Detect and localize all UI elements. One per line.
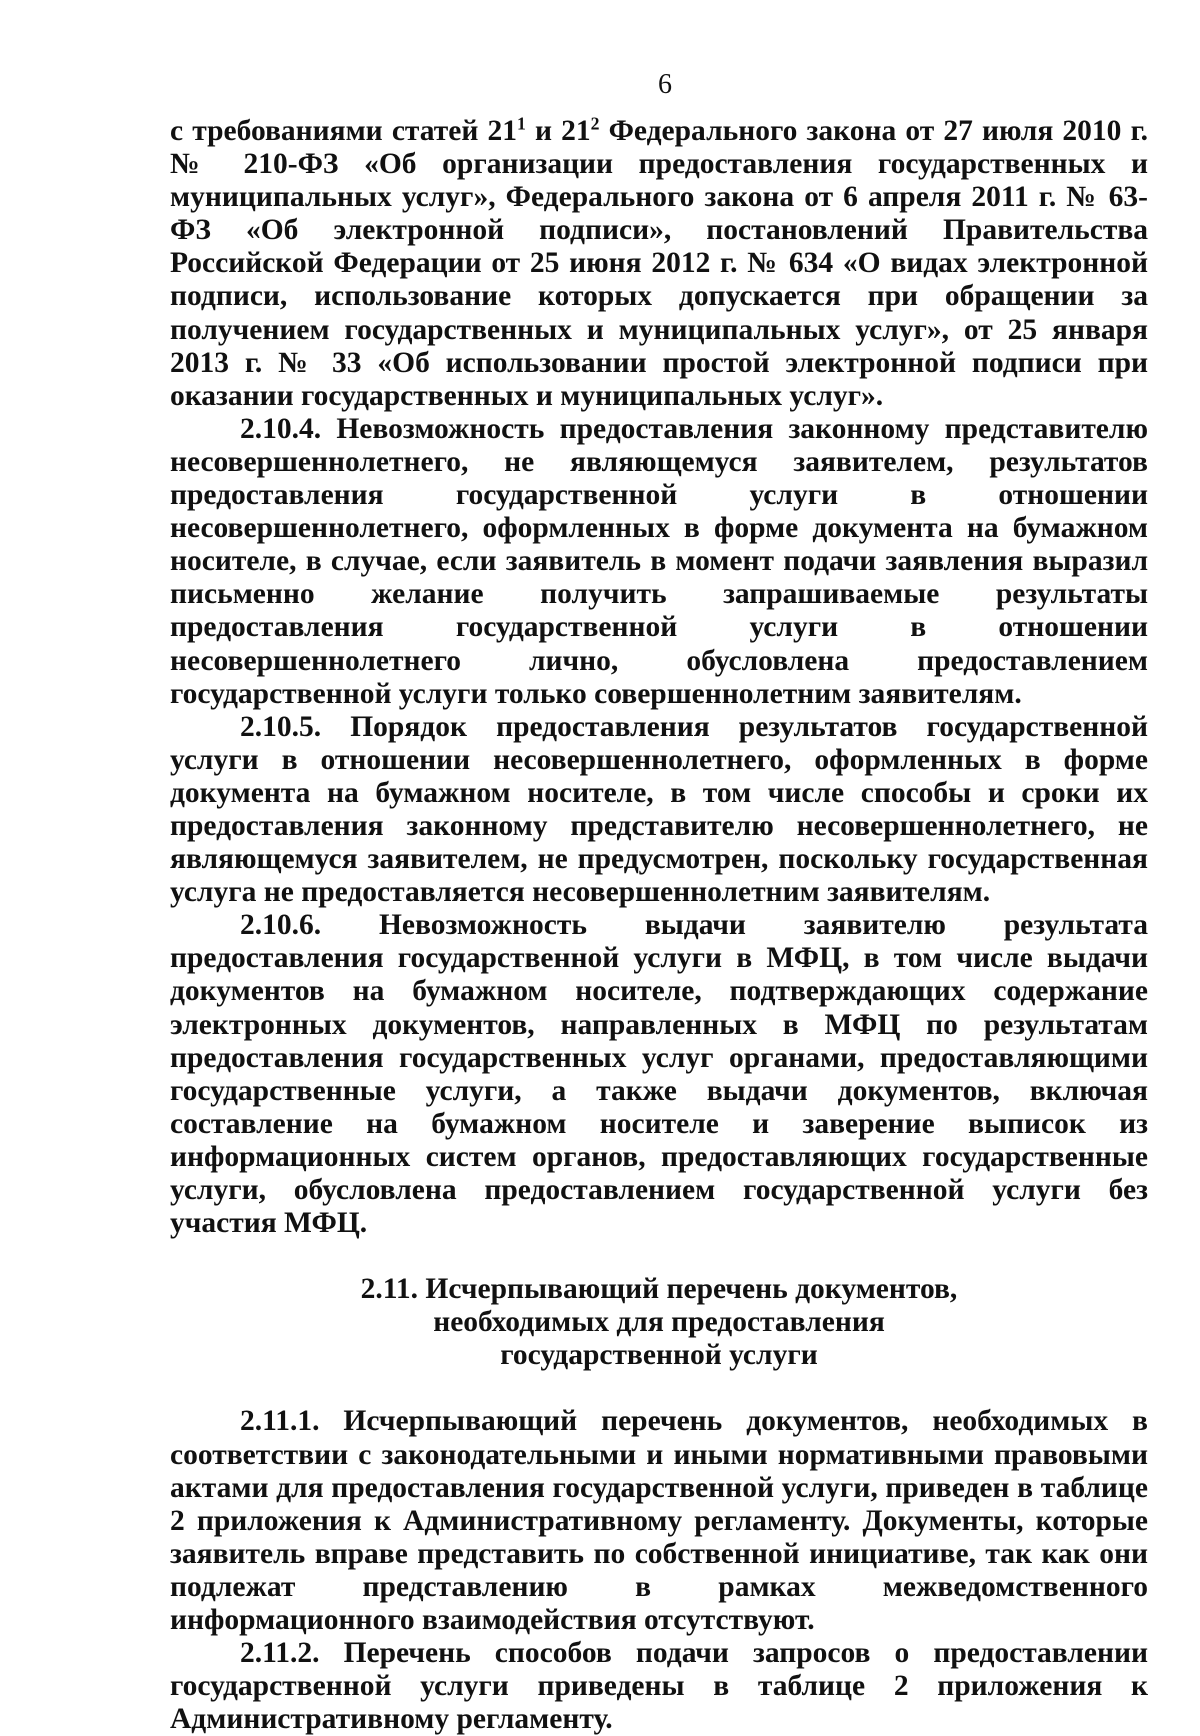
heading-line-1: 2.11. Исчерпывающий перечень документов,	[360, 1273, 958, 1306]
heading-line-3: государственной услуги	[500, 1339, 818, 1372]
continuation-text-3: Федерального закона от 27 июля 2010 г. № 210-ФЗ «Об организации предоставления государственных и муниципальных услуг», Федерального закона от 6 апреля 2011 г. № 63-ФЗ «Об электронной подписи», постановлений Правительства Российской Федерации от 25 июня 2012 г. № 634 «О видах электронной подписи, использование которых допускается при обращении за получением государственных и муниципальных услуг», от 25 января 2013 г. № 33 «Об использовании простой электронной подписи при оказании государственных и муниципальных услуг».	[170, 115, 1149, 412]
paragraph-2-11-2: 2.11.2. Перечень способов подачи запросов о предоставлении государственной услуги приведены в таблице 2 приложения к Административному регламенту.	[170, 1637, 1148, 1736]
heading-line-2: необходимых для предоставления	[433, 1306, 885, 1339]
continuation-text-1: с требованиями статей 21	[170, 115, 517, 147]
paragraph-continuation	[170, 115, 1148, 413]
section-heading-2-11	[170, 1273, 1148, 1372]
paragraph-2-10-5: 2.10.5. Порядок предоставления результатов государственной услуги в отношении несовершеннолетнего, оформленных в форме документа на бумажном носителе, в том числе способы и сроки их предоставления законному представителю несовершеннолетнего, не являющемуся заявителем, не предусмотрен, поскольку государственная услуга не предоставляется несовершеннолетним заявителям.	[170, 710, 1148, 909]
superscript-2: 2	[590, 113, 600, 134]
superscript-1: 1	[516, 113, 526, 134]
document-body	[170, 115, 1148, 1736]
paragraph-2-11-1: 2.11.1. Исчерпывающий перечень документов, необходимых в соответствии с законодательными и иными нормативными правовыми актами для предоставления государственной услуги, приведен в таблице 2 приложения к Административному регламенту. Документы, которые заявитель вправе представить по собственной инициативе, так как они подлежат представлению в рамках межведомственного информационного взаимодействия отсутствуют.	[170, 1405, 1148, 1637]
paragraph-2-10-4: 2.10.4. Невозможность предоставления законному представителю несовершеннолетнего, не являющемуся заявителем, результатов предоставления государственной услуги в отношении несовершеннолетнего, оформленных в форме документа на бумажном носителе, в случае, если заявитель в момент подачи заявления выразил письменно желание получить запрашиваемые результаты предоставления государственной услуги в отношении несовершеннолетнего лично, обусловлена предоставлением государственной услуги только совершеннолетним заявителям.	[170, 412, 1148, 710]
page-number: 6	[658, 69, 672, 100]
paragraph-2-10-6: 2.10.6. Невозможность выдачи заявителю результата предоставления государственной услуги в МФЦ, в том числе выдачи документов на бумажном носителе, подтверждающих содержание электронных документов, направленных в МФЦ по результатам предоставления государственных услуг органами, предоставляющими государственные услуги, а также выдачи документов, включая составление на бумажном носителе и заверение выписок из информационных систем органов, предоставляющих государственные услуги, обусловлена предоставлением государственной услуги без участия МФЦ.	[170, 909, 1148, 1240]
continuation-text-2: и 21	[525, 115, 591, 147]
